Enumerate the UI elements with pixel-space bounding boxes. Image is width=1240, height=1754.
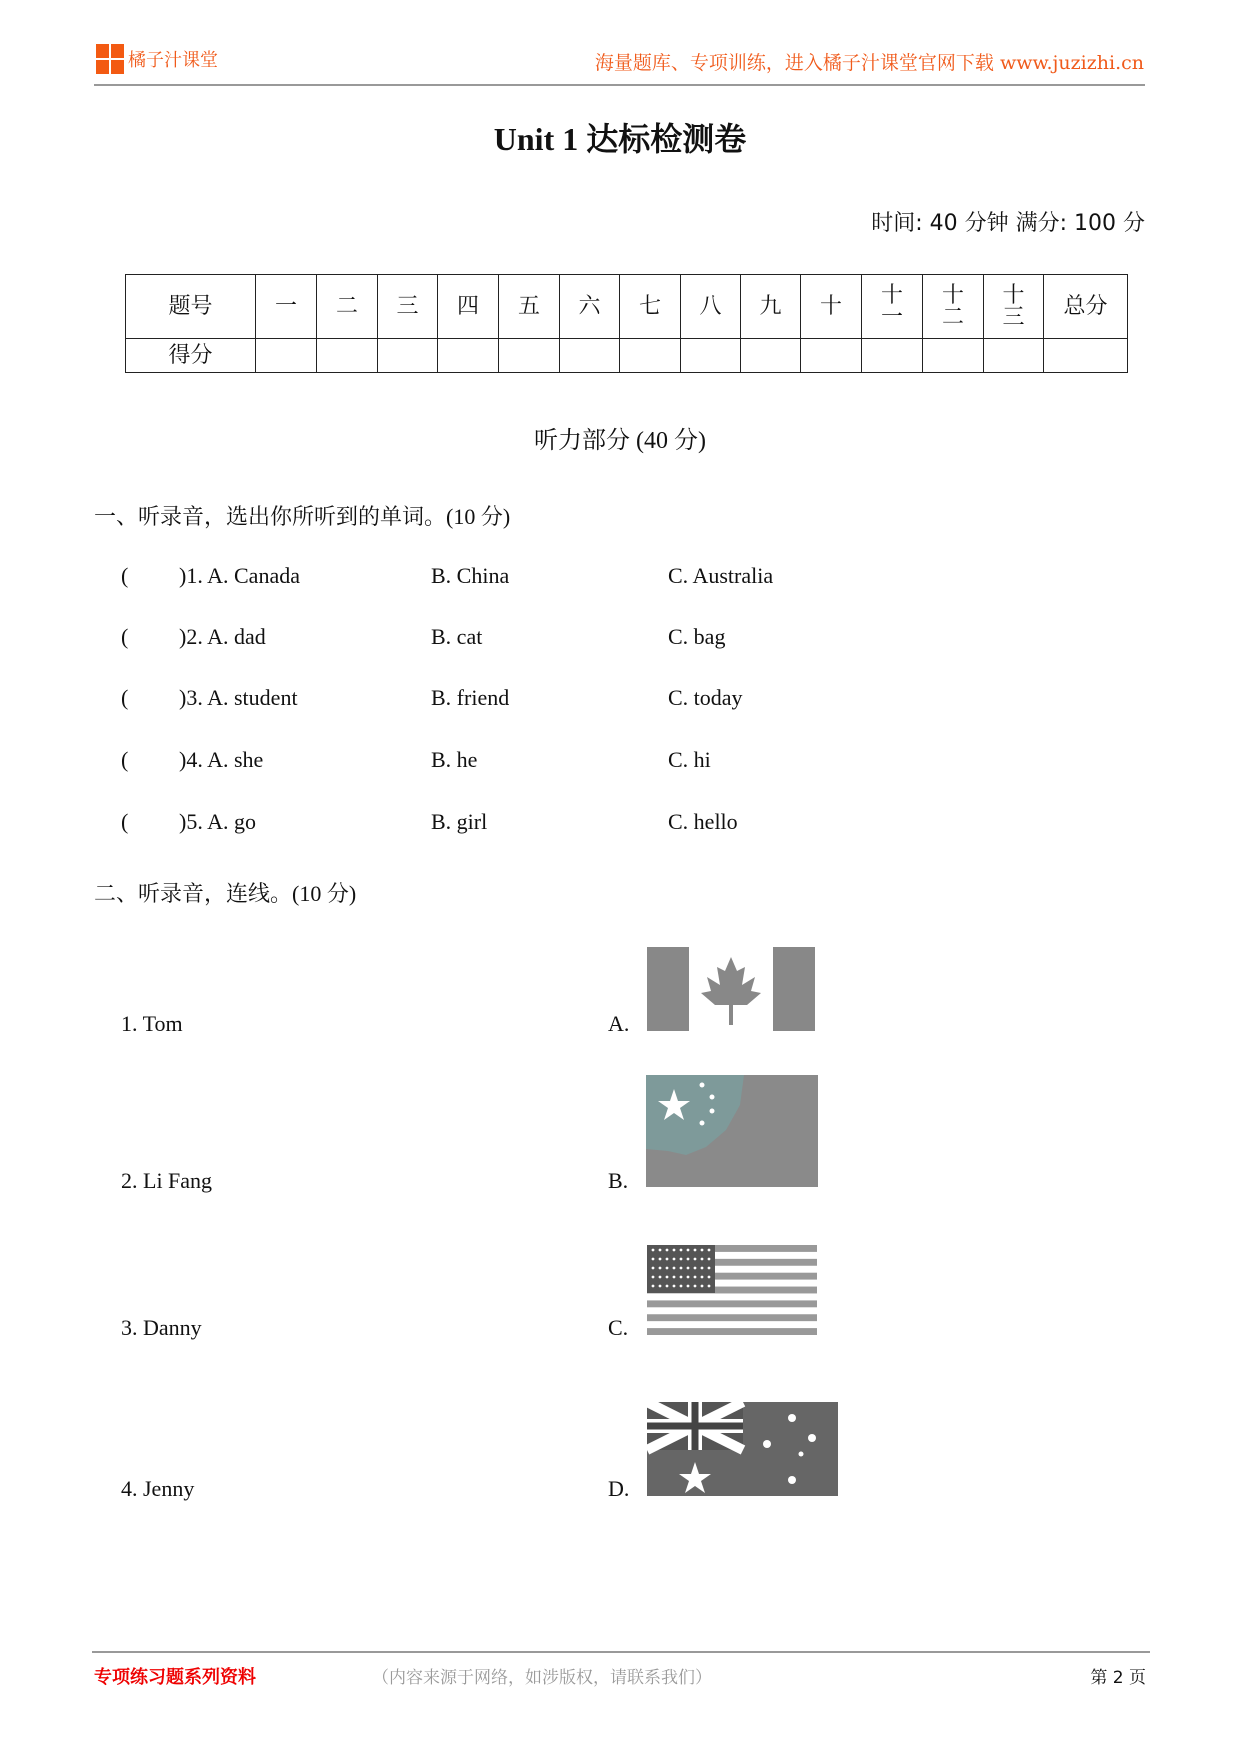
answer-blank[interactable]: ( [121,685,129,710]
score-cell[interactable] [317,339,378,373]
question-option-a: )3. A. student [179,685,298,710]
header-slogan: 海量题库、专项训练，进入橘子汁课堂官网下载 www.juzizhi.cn [594,52,1144,74]
match-name[interactable]: 4. Jenny [121,1476,195,1501]
answer-blank[interactable]: ( [121,747,129,772]
score-table [125,274,1128,373]
column-header: 十 三 [984,275,1044,339]
china-flag-image[interactable] [646,1075,818,1192]
usa-flag-image[interactable] [647,1245,817,1340]
question-option-a: )4. A. she [179,747,264,772]
answer-blank[interactable]: ( [121,809,129,834]
section2-heading: 二、听录音，连线。(10 分) [94,881,357,906]
question-option-b: B. China [431,563,510,588]
column-header: 一 [256,275,317,339]
logo-text: 橘子汁课堂 [128,50,218,71]
score-cell[interactable] [438,339,499,373]
canada-flag-image[interactable] [647,947,815,1036]
score-cell[interactable] [1044,339,1128,373]
column-header: 四 [438,275,499,339]
match-letter: A. [608,1011,630,1036]
header-divider [94,84,1145,86]
score-cell[interactable] [801,339,862,373]
column-header: 六 [560,275,620,339]
match-name[interactable]: 3. Danny [121,1315,202,1340]
question-option-a: )1. A. Canada [179,563,300,588]
column-header: 十 [801,275,862,339]
match-letter: B. [608,1168,629,1193]
column-header: 总分 [1044,275,1128,339]
australia-flag-image[interactable] [647,1402,838,1501]
question-option-b: B. cat [431,624,483,649]
footer-series: 专项练习题系列资料 [94,1667,256,1688]
score-cell[interactable] [499,339,560,373]
score-cell[interactable] [862,339,923,373]
column-header: 三 [378,275,438,339]
question-option-c: C. bag [668,624,726,649]
answer-blank[interactable]: ( [121,624,129,649]
column-header: 二 [317,275,378,339]
score-cell[interactable] [256,339,317,373]
row-label: 题号 [126,275,256,339]
match-name[interactable]: 2. Li Fang [121,1168,213,1193]
question-option-a: )2. A. dad [179,624,266,649]
section1-heading: 一、听录音，选出你所听到的单词。(10 分) [94,504,511,529]
match-name[interactable]: 1. Tom [121,1011,183,1036]
footer-disclaimer: （内容来源于网络，如涉版权，请联系我们） [372,1668,712,1688]
question-option-a: )5. A. go [179,809,256,834]
question-option-b: B. friend [431,685,510,710]
question-option-b: B. girl [431,809,488,834]
score-cell[interactable] [741,339,801,373]
page-number: 第 2 页 [1090,1668,1146,1688]
logo [96,44,218,74]
question-option-c: C. Australia [668,563,774,588]
part-title: 听力部分 (40 分) [534,428,706,454]
column-header: 八 [681,275,741,339]
column-header: 十 一 [862,275,923,339]
match-letter: C. [608,1315,629,1340]
question-option-b: B. he [431,747,478,772]
score-cell[interactable] [620,339,681,373]
question-option-c: C. hello [668,809,738,834]
score-cell[interactable] [681,339,741,373]
score-cell[interactable] [378,339,438,373]
page-title: Unit 1 达标检测卷 [493,121,747,157]
question-option-c: C. today [668,685,743,710]
column-header: 十 二 [923,275,984,339]
score-cell[interactable] [984,339,1044,373]
column-header: 七 [620,275,681,339]
logo-icon [96,44,124,74]
score-cell[interactable] [560,339,620,373]
question-option-c: C. hi [668,747,711,772]
answer-blank[interactable]: ( [121,563,129,588]
score-cell[interactable] [923,339,984,373]
column-header: 五 [499,275,560,339]
row-label: 得分 [126,339,256,373]
match-letter: D. [608,1476,630,1501]
footer-divider [92,1651,1150,1653]
exam-meta: 时间: 40 分钟 满分: 100 分 [871,211,1145,236]
column-header: 九 [741,275,801,339]
